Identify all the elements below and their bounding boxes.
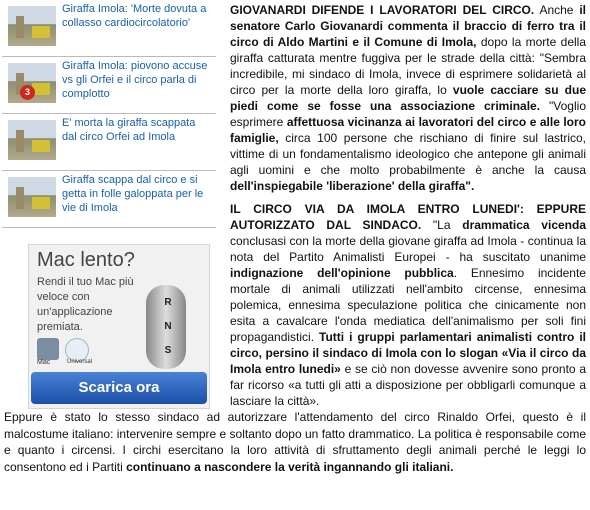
switch-key-r: R bbox=[164, 297, 172, 308]
paragraph-conclusion bbox=[4, 409, 586, 475]
body-text: Anche bbox=[534, 3, 580, 17]
switch-key-s: S bbox=[164, 345, 172, 356]
body-text: Eppure è stato lo stesso sindaco ad autorizzare l'attendamento del circo Rinaldo Orfei, questo è il malcostume italiano: intervenire sempre e soltanto dopo un fatto drammatico. La politica è responsabile come e quanto i circensi. I circhi esercitano la loro attività di sfruttamento degli animali perché le leggi lo consentono ed i Partiti bbox=[4, 410, 586, 474]
switch-key-n: N bbox=[164, 321, 172, 332]
related-article[interactable] bbox=[2, 57, 216, 114]
article-thumbnail[interactable] bbox=[8, 120, 56, 160]
power-switch-graphic bbox=[146, 285, 186, 369]
article-body-bottom bbox=[4, 409, 586, 475]
ad-description: Rendi il tuo Mac più veloce con un'applicazione premiata. bbox=[37, 276, 134, 333]
body-text: "La bbox=[421, 218, 463, 232]
bold-text: indignazione dell'opinione pubblica bbox=[230, 266, 454, 280]
bold-text: dell'inspiegabile 'liberazione' della giraffa". bbox=[230, 179, 475, 193]
article-body-top bbox=[230, 2, 586, 409]
related-article[interactable] bbox=[2, 114, 216, 171]
related-article[interactable] bbox=[2, 0, 216, 57]
paragraph-circo-via bbox=[230, 201, 586, 409]
universal-label: Universal bbox=[67, 359, 93, 365]
bold-text: continuano a nascondere la verità ingannando gli italiani. bbox=[126, 459, 454, 474]
article-thumbnail[interactable] bbox=[8, 177, 56, 217]
related-articles-sidebar bbox=[2, 0, 216, 228]
related-article-link[interactable]: Giraffa Imola: 'Morte dovuta a collasso cardiocircolatorio' bbox=[62, 3, 207, 29]
mac-cleaner-ad[interactable] bbox=[28, 244, 210, 409]
article-thumbnail[interactable] bbox=[8, 6, 56, 46]
download-now-button[interactable]: Scarica ora bbox=[31, 372, 207, 404]
comment-count-badge: 3 bbox=[20, 85, 35, 100]
body-text: e se ciò non dovesse avvenire sono pronto a far ricorso «a tutti gli atti a disposizione per obbligarli comunque a lasciare la città». bbox=[230, 362, 587, 408]
compatibility-icons bbox=[37, 338, 112, 366]
related-article-link[interactable]: E' morta la giraffa scappata dal circo Orfei ad Imola bbox=[62, 117, 196, 143]
bold-text: affettuosa vicinanza ai lavoratori del circo e alle loro famiglie, bbox=[230, 115, 586, 145]
mac-logo-icon bbox=[37, 338, 59, 360]
body-text: circa 100 persone che rischiano di finire sul lastrico, vittime di un fondamentalismo ideologico che antepone gli animali agli uomini e che molto probabilmente è anche la causa bbox=[230, 131, 586, 177]
related-article[interactable] bbox=[2, 171, 216, 228]
bold-text: IL CIRCO VIA DA IMOLA ENTRO LUNEDI': EPPURE AUTORIZZATO DAL SINDACO. bbox=[230, 202, 586, 232]
related-article-link[interactable]: Giraffa Imola: piovono accuse vs gli Orfei e il circo parla di complotto bbox=[62, 60, 208, 100]
bold-text: GIOVANARDI DIFENDE I LAVORATORI DEL CIRCO. bbox=[230, 3, 535, 17]
paragraph-giovanardi bbox=[230, 2, 586, 194]
mac-label: Mac bbox=[37, 359, 51, 366]
body-text: dopo la morte della giraffa catturata mentre fuggiva per le strade della città: "Sembra incredibile, mi sindaco di Imola, invece di esprimere solidarietà al circo per la morte della loro giraffa, lo bbox=[230, 35, 586, 97]
ad-headline: Mac lento? bbox=[37, 249, 135, 271]
related-article-link[interactable]: Giraffa scappa dal circo e si getta in folle galoppata per le vie di Imola bbox=[62, 174, 204, 214]
bold-text: Tutti i gruppi parlamentari animalisti contro il circo, persino il sindaco di Imola con lo slogan «Via il circo da Imola entro lunedi» bbox=[230, 330, 587, 376]
body-text: conclusasi con la morte della giovane giraffa ad Imola - continua la nota del Partito Animalisti Europei - ha suscitato unanime bbox=[230, 234, 586, 264]
bold-text: il senatore Carlo Giovanardi commenta il braccio di ferro tra il circo di Aldo Martini e il Comune di Imola, bbox=[230, 3, 586, 49]
body-text: . Ennesimo incidente mortale di animali utilizzati nell'ambito circense, ennesima polemica, ennesima speculazione politica che cinicamente non esita a cavalcare l'onda mediatica dell'animalismo per soli fini propagandistici. bbox=[230, 266, 586, 344]
bold-text: vuole cacciare su due piedi come se fosse una associazione criminale. bbox=[230, 83, 586, 113]
bold-text: drammatica vicenda bbox=[462, 218, 586, 232]
body-text: "Voglio esprimere bbox=[230, 99, 586, 129]
